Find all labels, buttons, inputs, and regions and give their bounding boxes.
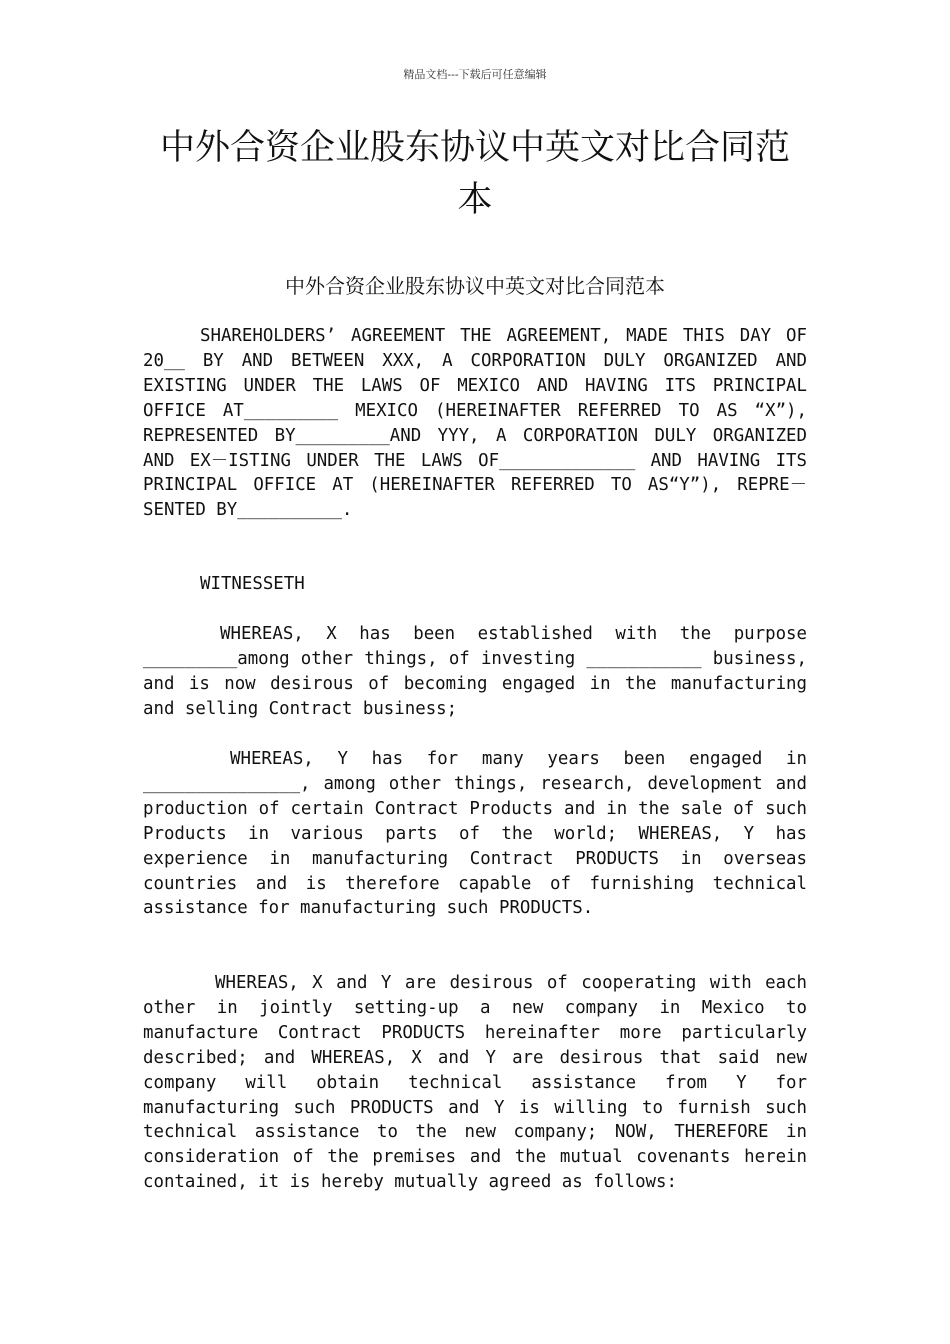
whereas-clause-3: WHEREAS, X and Y are desirous of cooperating with each other in jointly setting-up a new company in Mexico to manufacture Contract PRODUCTS hereinafter more particularly described; and WHEREAS, X and Y are desirous that said new company will obtain technical assistance from Y for manufacturing such PRODUCTS and Y is willing to furnish such technical assistance to the new company; NOW, THEREFORE in consideration of the premises and the mutual covenants herein contained, it is hereby mutually agreed as follows:: [143, 973, 807, 1193]
whereas-clause-1: WHEREAS, X has been established with the purpose _________among other things, of investing ___________ business, and is now desirous of becoming engaged in the manufacturing and selling Contract business;: [143, 624, 807, 719]
witnesseth-heading: WITNESSETH: [200, 574, 305, 594]
header-note: 精品文档---下载后可任意编辑: [403, 68, 547, 81]
whereas-clause-2: WHEREAS, Y has for many years been engaged in _______________, among other things, research, development and production of certain Contract Products and in the sale of such Products in various parts of the world; WHEREAS, Y has experience in manufacturing Contract PRODUCTS in overseas countries and is therefore capable of furnishing technical assistance for manufacturing such PRODUCTS.: [143, 749, 807, 919]
document-subtitle: 中外合资企业股东协议中英文对比合同范本: [285, 274, 665, 298]
agreement-preamble: SHAREHOLDERS’ AGREEMENT THE AGREEMENT, MADE THIS DAY OF 20__ BY AND BETWEEN XXX, A CORPORATION DULY ORGANIZED AND EXISTING UNDER THE LAWS OF MEXICO AND HAVING ITS PRINCIPAL OFFICE AT_________ MEXICO (HEREINAFTER REFERRED TO AS “X”), REPRESENTED BY_________AND YYY, A CORPORATION DULY ORGANIZED AND EX－ISTING UNDER THE LAWS OF_____________ AND HAVING ITS PRINCIPAL OFFICE AT (HEREINAFTER REFERRED TO AS“Y”), REPRE－SENTED BY__________.: [143, 326, 807, 521]
document-title: 中外合资企业股东协议中英文对比合同范本: [159, 128, 790, 220]
